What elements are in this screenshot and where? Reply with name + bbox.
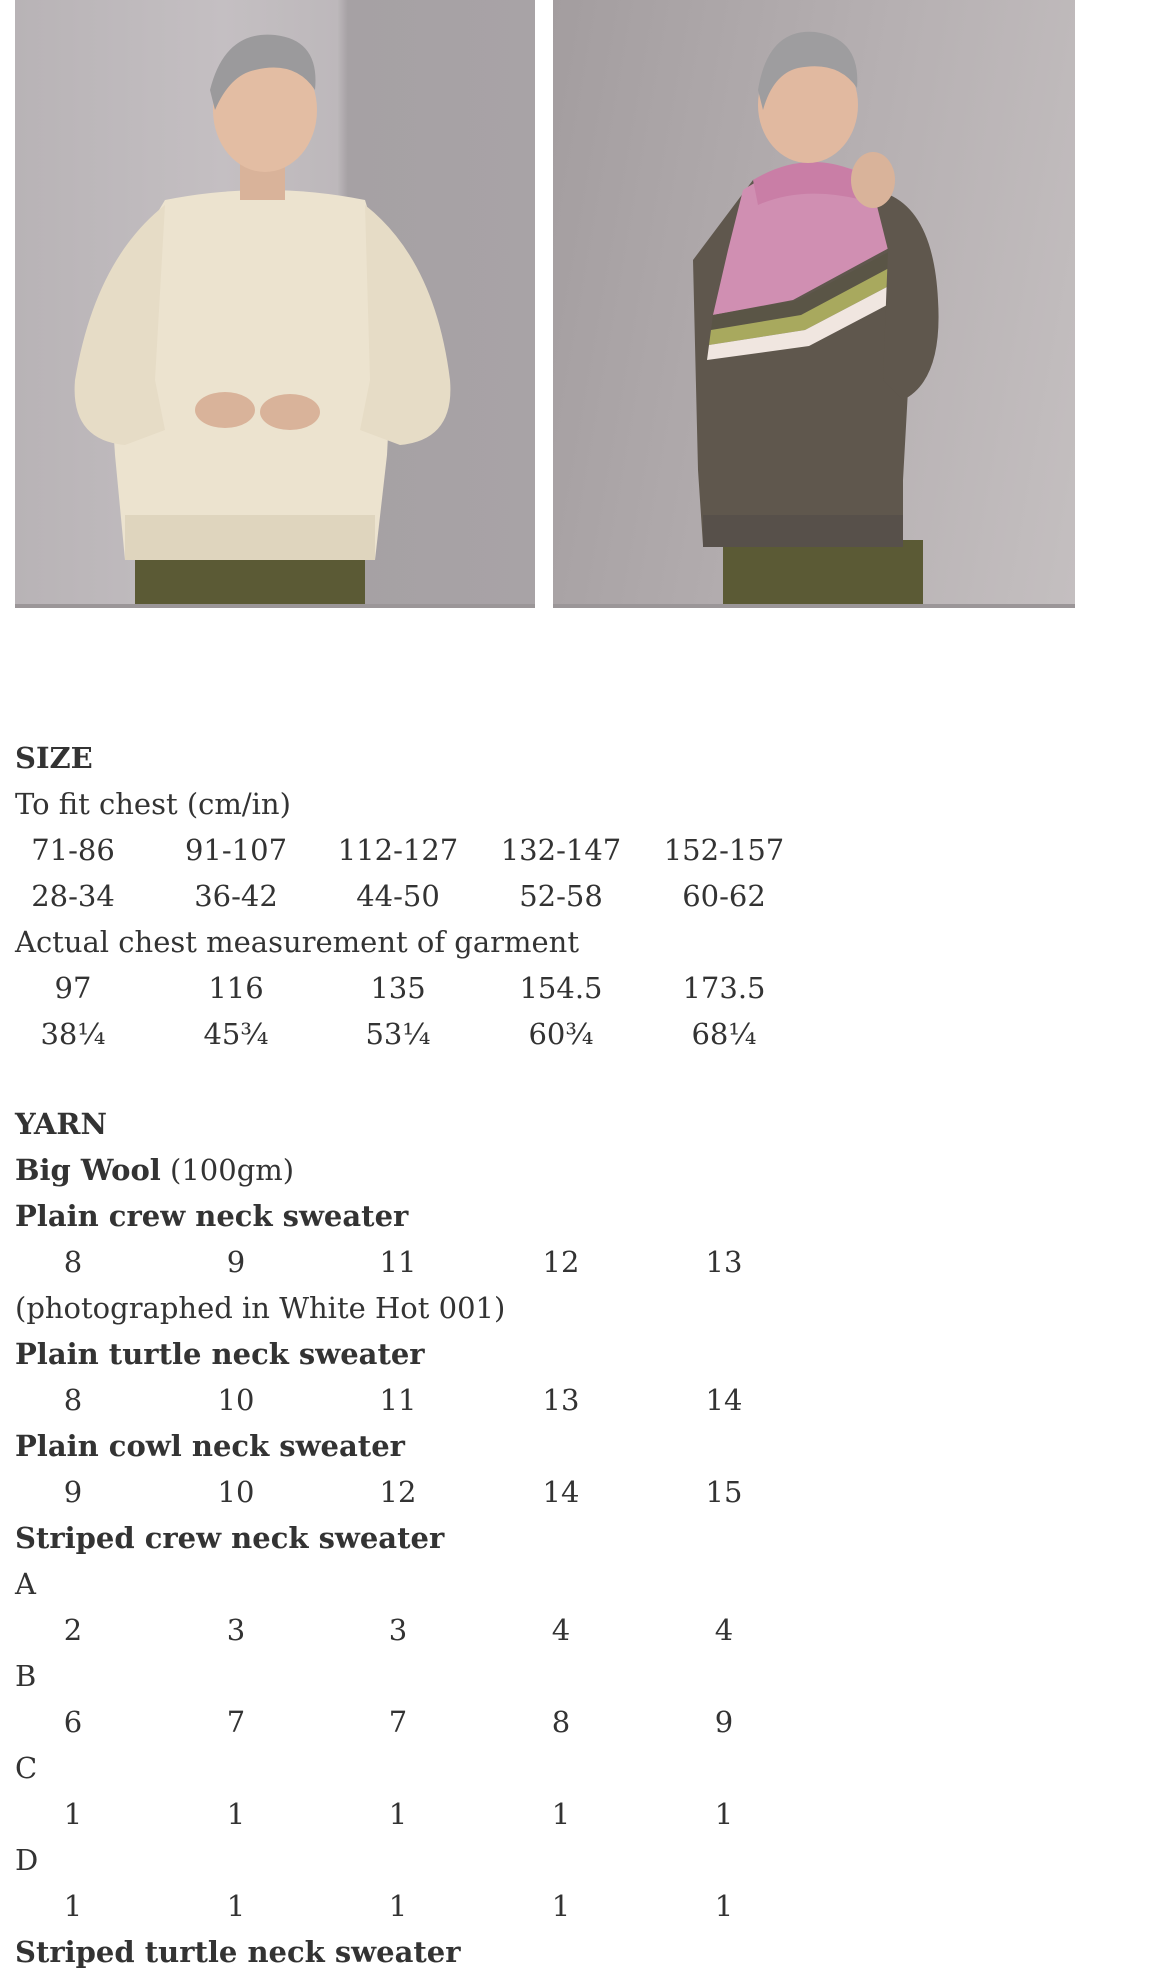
quantity-cell: 11 [379, 1245, 417, 1279]
yarn-quantity-row [15, 1239, 815, 1285]
yarn-quantity-row [15, 1883, 815, 1929]
size-cell: 135 [370, 971, 426, 1005]
quantity-cell: 10 [217, 1383, 255, 1417]
size-cell: 53¼ [365, 1017, 431, 1051]
model-illustration-right [553, 0, 1075, 608]
yarn-quantity-row [15, 1699, 815, 1745]
quantity-cell: 12 [379, 1475, 417, 1509]
quantity-cell: 8 [551, 1705, 571, 1739]
size-cell: 52-58 [519, 879, 603, 913]
quantity-cell: 13 [542, 1383, 580, 1417]
yarn-brand: Big Wool [15, 1153, 161, 1187]
size-cell: 60¾ [528, 1017, 594, 1051]
size-cell: 68¼ [691, 1017, 757, 1051]
quantity-cell: 4 [551, 1613, 571, 1647]
actual-cm-row [15, 965, 815, 1011]
to-fit-in-row [15, 873, 815, 919]
actual-in-row [15, 1011, 815, 1057]
size-cell: 91-107 [184, 833, 288, 867]
quantity-cell: 1 [226, 1797, 246, 1831]
quantity-cell: 7 [226, 1705, 246, 1739]
group-title: Plain cowl neck sweater [15, 1429, 405, 1463]
size-cell: 71-86 [31, 833, 115, 867]
photo-strip [15, 0, 1075, 608]
quantity-cell: 3 [226, 1613, 246, 1647]
quantity-cell: 1 [388, 1889, 408, 1923]
quantity-cell: 10 [217, 1475, 255, 1509]
quantity-cell: 1 [714, 1797, 734, 1831]
quantity-cell: 15 [705, 1475, 743, 1509]
size-cell: 44-50 [356, 879, 440, 913]
quantity-cell: 7 [388, 1705, 408, 1739]
size-cell: 45¾ [203, 1017, 269, 1051]
size-cell: 38¼ [40, 1017, 106, 1051]
size-heading: SIZE [15, 741, 93, 775]
plain-crew-neck-sweater-photo [15, 0, 535, 608]
quantity-cell: 8 [63, 1383, 83, 1417]
quantity-cell: 1 [226, 1889, 246, 1923]
pattern-info [15, 735, 815, 1975]
group-title: Striped crew neck sweater [15, 1521, 445, 1555]
yarn-heading: YARN [15, 1107, 107, 1141]
quantity-cell: 1 [551, 1889, 571, 1923]
quantity-cell: 14 [705, 1383, 743, 1417]
size-cell: 112-127 [337, 833, 459, 867]
quantity-cell: 8 [63, 1245, 83, 1279]
group-title: Plain crew neck sweater [15, 1199, 409, 1233]
yarn-quantity-row [15, 1377, 815, 1423]
size-cell: 152-157 [663, 833, 785, 867]
quantity-cell: 14 [542, 1475, 580, 1509]
size-cell: 97 [54, 971, 92, 1005]
quantity-cell: 1 [63, 1797, 83, 1831]
quantity-cell: 3 [388, 1613, 408, 1647]
yarn-brand-line [15, 1147, 815, 1193]
photo-base-line [553, 604, 1075, 608]
colour-label: B [15, 1659, 37, 1693]
group-title: Plain turtle neck sweater [15, 1337, 425, 1371]
quantity-cell: 1 [388, 1797, 408, 1831]
quantity-cell: 12 [542, 1245, 580, 1279]
quantity-cell: 9 [63, 1475, 83, 1509]
quantity-cell: 1 [551, 1797, 571, 1831]
striped-turtle-neck-sweater-photo [553, 0, 1075, 608]
model-illustration-left [15, 0, 535, 608]
size-cell: 60-62 [682, 879, 766, 913]
to-fit-chest-label: To fit chest (cm/in) [15, 787, 291, 821]
yarn-weight: (100gm) [170, 1153, 295, 1187]
quantity-cell: 6 [63, 1705, 83, 1739]
quantity-cell: 9 [226, 1245, 246, 1279]
quantity-cell: 2 [63, 1613, 83, 1647]
size-cell: 173.5 [682, 971, 766, 1005]
to-fit-cm-row [15, 827, 815, 873]
size-cell: 28-34 [31, 879, 115, 913]
colour-label: A [15, 1567, 36, 1601]
quantity-cell: 9 [714, 1705, 734, 1739]
size-cell: 154.5 [519, 971, 603, 1005]
group-title: Striped turtle neck sweater [15, 1935, 461, 1969]
yarn-quantity-row [15, 1607, 815, 1653]
quantity-cell: 11 [379, 1383, 417, 1417]
colour-label: D [15, 1843, 39, 1877]
quantity-cell: 4 [714, 1613, 734, 1647]
quantity-cell: 1 [63, 1889, 83, 1923]
colour-label: C [15, 1751, 38, 1785]
quantity-cell: 13 [705, 1245, 743, 1279]
yarn-quantity-row [15, 1791, 815, 1837]
yarn-quantity-row [15, 1469, 815, 1515]
colour-note: (photographed in White Hot 001) [15, 1291, 506, 1325]
size-cell: 132-147 [500, 833, 622, 867]
size-cell: 116 [208, 971, 264, 1005]
quantity-cell: 1 [714, 1889, 734, 1923]
size-cell: 36-42 [194, 879, 278, 913]
actual-chest-label: Actual chest measurement of garment [15, 925, 579, 959]
photo-base-line [15, 604, 535, 608]
